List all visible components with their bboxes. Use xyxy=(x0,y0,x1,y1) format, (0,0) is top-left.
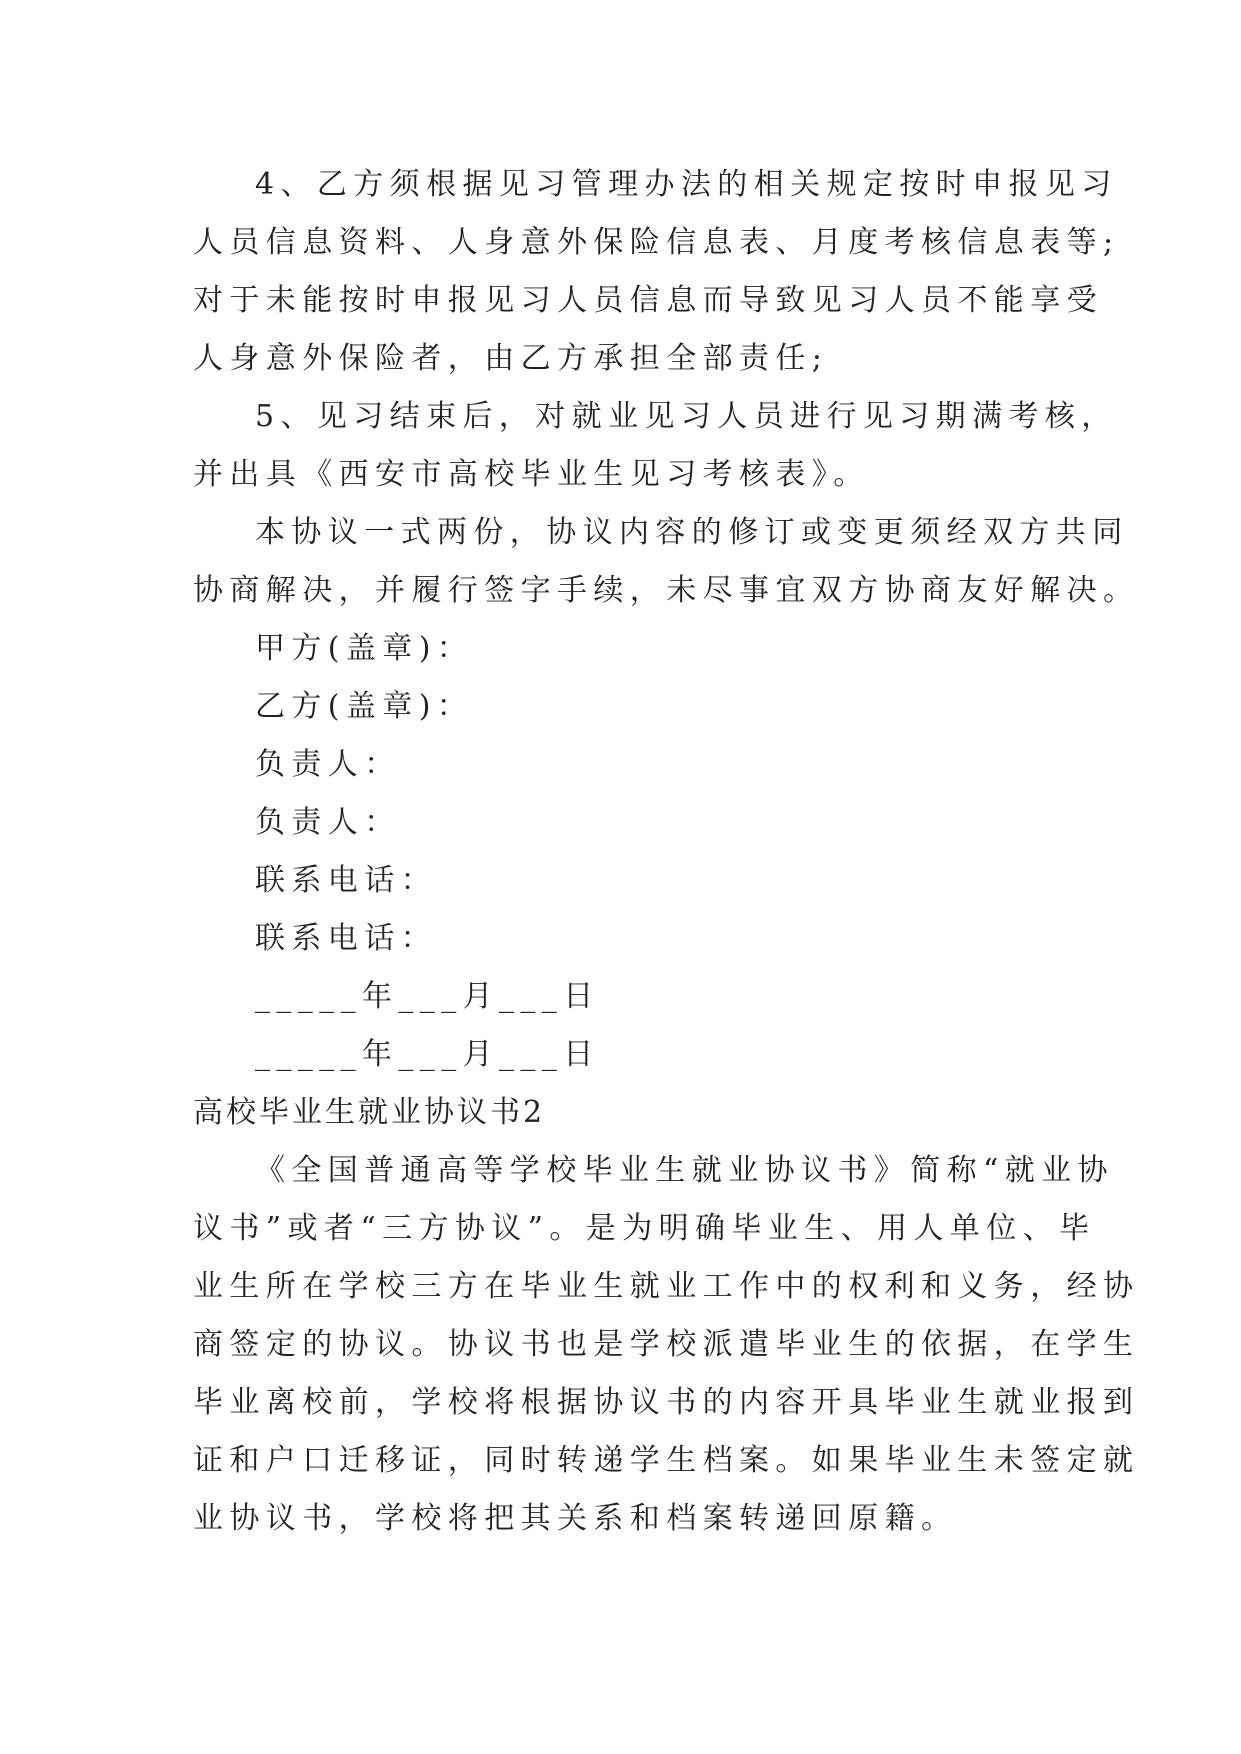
paragraph-line: 并出具《西安市高校毕业生见习考核表》。 xyxy=(193,457,870,492)
paragraph-line: 议书”或者“三方协议”。是为明确毕业生、用人单位、毕 xyxy=(193,1211,1096,1246)
date-blank: _____年___月___日 xyxy=(255,979,600,1014)
paragraph-line: 4、乙方须根据见习管理办法的相关规定按时申报见习 xyxy=(255,167,1118,202)
paragraph-line: 5、见习结束后，对就业见习人员进行见习期满考核， xyxy=(255,399,1118,434)
party-a-seal-label: 甲方(盖章)： xyxy=(255,631,474,666)
party-b-seal-label: 乙方(盖章)： xyxy=(255,689,474,724)
person-in-charge-label: 负责人： xyxy=(255,805,401,840)
paragraph-line: 人身意外保险者，由乙方承担全部责任; xyxy=(193,341,829,376)
section-title: 高校毕业生就业协议书2 xyxy=(193,1095,546,1130)
phone-label: 联系电话： xyxy=(255,863,437,898)
paragraph-line: 人员信息资料、人身意外保险信息表、月度考核信息表等; xyxy=(193,225,1120,260)
person-in-charge-label: 负责人： xyxy=(255,747,401,782)
phone-label: 联系电话： xyxy=(255,921,437,956)
paragraph-line: 业协议书，学校将把其关系和档案转递回原籍。 xyxy=(193,1501,958,1536)
paragraph-line: 《全国普通高等学校毕业生就业协议书》简称“就业协 xyxy=(255,1153,1114,1188)
paragraph-line: 业生所在学校三方在毕业生就业工作中的权利和义务，经协 xyxy=(193,1269,1140,1304)
paragraph-line: 商签定的协议。协议书也是学校派遣毕业生的依据，在学生 xyxy=(193,1327,1140,1362)
paragraph-line: 对于未能按时申报见习人员信息而导致见习人员不能享受 xyxy=(193,283,1103,318)
paragraph-line: 本协议一式两份，协议内容的修订或变更须经双方共同 xyxy=(255,515,1129,550)
paragraph-line: 协商解决，并履行签字手续，未尽事宜双方协商友好解决。 xyxy=(193,573,1140,608)
date-blank: _____年___月___日 xyxy=(255,1037,600,1072)
paragraph-line: 毕业离校前，学校将根据协议书的内容开具毕业生就业报到 xyxy=(193,1385,1140,1420)
paragraph-line: 证和户口迁移证，同时转递学生档案。如果毕业生未签定就 xyxy=(193,1443,1140,1478)
